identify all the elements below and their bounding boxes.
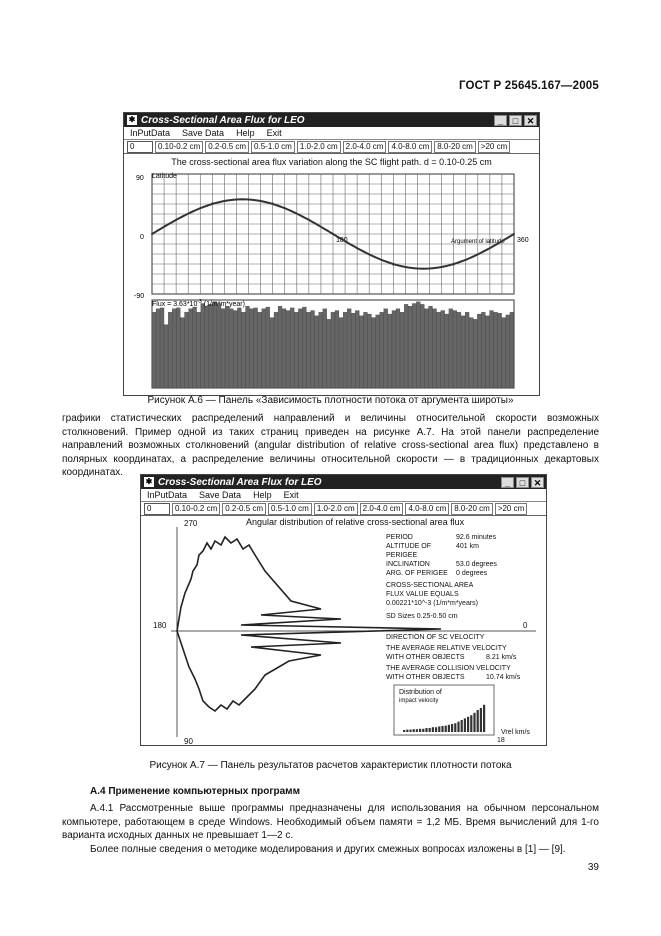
minimize-button[interactable]: _ bbox=[501, 477, 514, 488]
close-button[interactable]: ✕ bbox=[524, 115, 537, 126]
velocity-bar bbox=[441, 726, 443, 732]
size-option[interactable]: 4.0-8.0 cm bbox=[405, 503, 449, 515]
x-tick-360: 360 bbox=[517, 237, 529, 244]
velocity-bar bbox=[461, 720, 463, 732]
altitude-label: ALTITUDE OF PERIGEE bbox=[386, 543, 431, 559]
flux-bar bbox=[388, 314, 392, 388]
flux-bar bbox=[441, 311, 445, 388]
deg-180-label: 180 bbox=[153, 621, 167, 630]
menu-exit[interactable]: Exit bbox=[266, 128, 282, 138]
flux-bar bbox=[298, 309, 302, 388]
page-number: 39 bbox=[587, 862, 599, 873]
size-option[interactable]: 2.0-4.0 cm bbox=[360, 503, 404, 515]
size-option[interactable]: 0.2-0.5 cm bbox=[222, 503, 266, 515]
flux-bar bbox=[490, 311, 494, 388]
flux-bar bbox=[282, 309, 286, 388]
latitude-chart bbox=[124, 170, 537, 392]
flux-bar bbox=[404, 304, 408, 388]
velocity-bar bbox=[464, 718, 466, 732]
flux-bar bbox=[445, 314, 449, 388]
inclination-value: 53.0 degrees bbox=[456, 561, 497, 568]
flux-bar bbox=[241, 312, 245, 388]
flux-bar bbox=[237, 308, 241, 388]
flux-bar bbox=[368, 314, 372, 388]
deg-0-label: 0 bbox=[523, 621, 528, 630]
flux-label-units: (1/m*m*year) bbox=[201, 301, 245, 308]
flux-equals-value: 0.00221*10^-3 (1/m*m*years) bbox=[386, 600, 478, 607]
velocity-bar bbox=[422, 729, 424, 732]
flux-bar bbox=[437, 312, 441, 388]
velocity-bar bbox=[403, 730, 405, 732]
menu-save-data[interactable]: Save Data bbox=[182, 128, 225, 138]
flux-bar bbox=[270, 318, 274, 388]
minimize-button[interactable]: _ bbox=[494, 115, 507, 126]
flux-bar bbox=[327, 319, 331, 388]
size-option[interactable]: 0.2-0.5 cm bbox=[205, 141, 249, 153]
flux-bar bbox=[311, 311, 315, 388]
flux-bar bbox=[160, 308, 164, 388]
size-option[interactable]: >20 cm bbox=[495, 503, 527, 515]
size-option[interactable]: 8.0-20 cm bbox=[451, 503, 493, 515]
flux-label-exponent: -3 bbox=[197, 299, 202, 305]
avg-relative-value: 8.21 km/s bbox=[486, 654, 517, 661]
menu-bar bbox=[124, 127, 539, 140]
flux-bar bbox=[266, 307, 270, 388]
direction-label: DIRECTION OF SC VELOCITY bbox=[386, 634, 485, 641]
velocity-bar bbox=[438, 726, 440, 732]
flux-bar bbox=[425, 309, 429, 388]
body-paragraph-3: Более полные сведения о методике моделирования и других смежных вопросах изложены в [1] — [9]. bbox=[90, 844, 566, 855]
maximize-button[interactable]: □ bbox=[516, 477, 529, 488]
flux-bar bbox=[209, 304, 213, 388]
flux-bar bbox=[246, 306, 250, 388]
flux-bar bbox=[164, 325, 168, 388]
flux-bar bbox=[494, 312, 498, 388]
flux-label bbox=[152, 299, 245, 308]
flux-bar bbox=[307, 312, 311, 388]
size-index-field[interactable]: 0 bbox=[144, 503, 170, 515]
flux-bar bbox=[323, 309, 327, 388]
velocity-bar bbox=[416, 729, 418, 732]
velocity-bar bbox=[477, 710, 479, 732]
flux-bar bbox=[351, 313, 355, 388]
flux-bar bbox=[481, 312, 485, 388]
menu-input-data[interactable]: InPutData bbox=[147, 490, 188, 500]
deg-270-label: 270 bbox=[184, 519, 198, 528]
window-title: Cross-Sectional Area Flux for LEO bbox=[158, 476, 322, 488]
flux-bar bbox=[274, 312, 278, 388]
orbit-info bbox=[386, 533, 544, 621]
size-option[interactable]: 1.0-2.0 cm bbox=[297, 141, 341, 153]
velocity-bar bbox=[483, 705, 485, 732]
velocity-bar bbox=[454, 723, 456, 732]
y-tick-90: 90 bbox=[136, 175, 144, 182]
flux-bar bbox=[176, 308, 180, 388]
velocity-bar bbox=[473, 713, 475, 732]
size-option[interactable]: 1.0-2.0 cm bbox=[314, 503, 358, 515]
flux-bar bbox=[380, 312, 384, 388]
flux-bar bbox=[156, 309, 160, 388]
arg-perigee-value: 0 degrees bbox=[456, 570, 488, 577]
flux-bar bbox=[180, 318, 184, 388]
size-option[interactable]: 8.0-20 cm bbox=[434, 141, 476, 153]
size-option[interactable]: 0.10-0.2 cm bbox=[155, 141, 203, 153]
flux-bar bbox=[506, 315, 510, 388]
document-number: ГОСТ Р 25645.167—2005 bbox=[458, 80, 599, 92]
velocity-bar bbox=[445, 726, 447, 732]
avg-collision-line-2: WITH OTHER OBJECTS bbox=[386, 674, 465, 681]
flux-bar bbox=[335, 311, 339, 388]
size-option[interactable]: >20 cm bbox=[478, 141, 510, 153]
flux-bar bbox=[457, 312, 461, 388]
size-option[interactable]: 2.0-4.0 cm bbox=[343, 141, 387, 153]
velocity-bar bbox=[451, 724, 453, 732]
flux-bars bbox=[152, 300, 514, 388]
x-tick-180: 180 bbox=[336, 237, 348, 244]
flux-bar bbox=[152, 312, 156, 388]
flux-bar bbox=[449, 309, 453, 388]
flux-bar bbox=[205, 306, 209, 388]
flux-bar bbox=[376, 315, 380, 388]
flux-bar bbox=[213, 302, 217, 388]
size-option[interactable]: 0.5-1.0 cm bbox=[251, 141, 295, 153]
flux-bar bbox=[229, 309, 233, 388]
velocity-bar bbox=[480, 708, 482, 732]
menu-help[interactable]: Help bbox=[253, 490, 272, 500]
flux-bar bbox=[412, 304, 416, 388]
menu-exit[interactable]: Exit bbox=[283, 490, 299, 500]
y-tick-0: 0 bbox=[140, 234, 144, 241]
velocity-bar bbox=[406, 730, 408, 732]
velocity-bar bbox=[448, 725, 450, 732]
maximize-button[interactable]: □ bbox=[509, 115, 522, 126]
flux-bar bbox=[465, 312, 469, 388]
period-value: 92.6 minutes bbox=[456, 534, 497, 541]
flux-bar bbox=[168, 312, 172, 388]
size-toolbar bbox=[124, 140, 539, 154]
velocity-bar bbox=[419, 729, 421, 732]
size-option[interactable]: 4.0-8.0 cm bbox=[388, 141, 432, 153]
flux-bar bbox=[197, 312, 201, 388]
flux-bar bbox=[319, 312, 323, 388]
velocity-bar bbox=[435, 727, 437, 732]
velocity-histogram bbox=[403, 705, 485, 732]
avg-collision-line-1: THE AVERAGE COLLISION VELOCITY bbox=[386, 665, 511, 672]
flux-bar bbox=[433, 309, 437, 388]
y-tick-minus-90: -90 bbox=[134, 293, 145, 300]
flux-bar bbox=[416, 302, 420, 388]
flux-bar bbox=[486, 316, 490, 388]
latitude-label: Latitude bbox=[152, 173, 177, 180]
flux-bar bbox=[372, 318, 376, 388]
vrel-max-label: 18 bbox=[497, 737, 505, 744]
avg-relative-line-1: THE AVERAGE RELATIVE VELOCITY bbox=[386, 645, 507, 652]
velocity-bar bbox=[425, 728, 427, 732]
period-label: PERIOD bbox=[386, 534, 413, 541]
flux-bar bbox=[172, 309, 176, 388]
deg-90-label: 90 bbox=[184, 737, 193, 746]
app-logo-icon: ✱ bbox=[145, 477, 153, 486]
menu-input-data[interactable]: InPutData bbox=[130, 128, 171, 138]
inclination-label: INCLINATION bbox=[386, 561, 430, 568]
flux-bar bbox=[477, 314, 481, 388]
angular-chart-title: Angular distribution of relative cross-sectional area flux bbox=[246, 517, 465, 527]
figure-a7-caption: Рисунок А.7 — Панель результатов расчетов характеристик плотности потока bbox=[149, 760, 512, 771]
flux-label-base: Flux = 3.63*10 bbox=[152, 301, 198, 308]
flux-bar bbox=[233, 311, 237, 388]
flux-bar bbox=[453, 311, 457, 388]
flux-bar bbox=[355, 311, 359, 388]
velocity-bar bbox=[409, 730, 411, 732]
flux-bar bbox=[221, 309, 225, 388]
flux-bar bbox=[302, 307, 306, 388]
flux-bar bbox=[258, 312, 262, 388]
size-option[interactable]: 0.5-1.0 cm bbox=[268, 503, 312, 515]
flux-bar bbox=[185, 312, 189, 388]
body-paragraph-2: А.4.1 Рассмотренные выше программы предназначены для использования на обычном персональном компьютере, работающем в среде Windows. Необходимый объем памяти = 1,2 МБ. Время вычислений для 1-го варианта исходных данных не превышает 1—2 с. bbox=[62, 803, 599, 841]
close-button[interactable]: ✕ bbox=[531, 477, 544, 488]
flux-bar bbox=[400, 312, 404, 388]
window-title: Cross-Sectional Area Flux for LEO bbox=[141, 114, 305, 126]
flux-bar bbox=[201, 304, 205, 388]
flux-bar bbox=[193, 307, 197, 388]
flux-bar bbox=[250, 309, 254, 388]
flux-equals-line-2: FLUX VALUE EQUALS bbox=[386, 591, 459, 598]
window-titlebar bbox=[124, 113, 539, 127]
size-index-field[interactable]: 0 bbox=[127, 141, 153, 153]
altitude-value: 401 km bbox=[456, 543, 479, 550]
app-logo-icon: ✱ bbox=[128, 115, 136, 124]
flux-bar bbox=[461, 316, 465, 388]
flux-bar bbox=[408, 306, 412, 388]
section-title: А.4 Применение компьютерных программ bbox=[90, 786, 300, 797]
velocity-bar bbox=[467, 717, 469, 732]
avg-relative-line-2: WITH OTHER OBJECTS bbox=[386, 654, 465, 661]
flux-bar bbox=[290, 308, 294, 388]
flux-bar bbox=[278, 306, 282, 388]
flux-window-1 bbox=[123, 112, 540, 396]
menu-help[interactable]: Help bbox=[236, 128, 255, 138]
flux-bar bbox=[262, 309, 266, 388]
flux-bar bbox=[510, 312, 514, 388]
histogram-subtitle: impact velocity bbox=[399, 698, 439, 704]
flux-bar bbox=[343, 312, 347, 388]
flux-equals-line-1: CROSS-SECTIONAL AREA bbox=[386, 582, 474, 589]
flux-bar bbox=[420, 304, 424, 388]
size-option[interactable]: 0.10-0.2 cm bbox=[172, 503, 220, 515]
flux-bar bbox=[286, 311, 290, 388]
flux-bar bbox=[294, 312, 298, 388]
flux-bar bbox=[364, 312, 368, 388]
flux-bar bbox=[339, 318, 343, 388]
flux-bar bbox=[469, 318, 473, 388]
flux-bar bbox=[473, 319, 477, 388]
flux-bar bbox=[315, 316, 319, 388]
vrel-axis-label: Vrel km/s bbox=[501, 729, 530, 736]
flux-bar bbox=[359, 316, 363, 388]
velocity-bar bbox=[457, 722, 459, 732]
velocity-info bbox=[386, 633, 544, 682]
flux-bar bbox=[254, 308, 258, 388]
flux-bar bbox=[429, 306, 433, 388]
arg-perigee-label: ARG. OF PERIGEE bbox=[386, 570, 448, 577]
velocity-bar bbox=[432, 727, 434, 732]
sd-sizes-label: SD Sizes 0.25-0.50 cm bbox=[386, 613, 458, 620]
avg-collision-value: 10.74 km/s bbox=[486, 674, 521, 681]
argument-of-latitude-label: Argument of latitude bbox=[451, 239, 505, 245]
figure-a6-caption: Рисунок А.6 — Панель «Зависимость плотности потока от аргумента широты» bbox=[147, 395, 514, 406]
flux-bar bbox=[384, 309, 388, 388]
body-paragraph-1: графики статистических распределений направлений и величины относительной скорости возможных столкновений. Пример одной из таких страниц приведен на рисунке А.7. На этой панели распределение направлений возможных столкновений (angular distribution of relative cross-sectional area flux) представлено в полярных координатах, а распределение величины относительной скорости — в традиционных декартовых координатах. bbox=[62, 413, 599, 478]
flux-bar bbox=[225, 306, 229, 388]
flux-bar bbox=[331, 312, 335, 388]
flux-bar bbox=[347, 309, 351, 388]
flux-bar bbox=[217, 304, 221, 388]
menu-save-data[interactable]: Save Data bbox=[199, 490, 242, 500]
flux-bar bbox=[502, 318, 506, 388]
flux-bar bbox=[396, 309, 400, 388]
velocity-bar bbox=[429, 728, 431, 732]
velocity-bar bbox=[470, 715, 472, 732]
flux-bar bbox=[189, 309, 193, 388]
latitude-chart-title: The cross-sectional area flux variation along the SC flight path. d = 0.10-0.25 cm bbox=[171, 157, 492, 167]
histogram-title: Distribution of bbox=[399, 689, 442, 696]
flux-bar bbox=[498, 313, 502, 388]
flux-window-2 bbox=[140, 474, 547, 746]
velocity-bar bbox=[413, 729, 415, 732]
flux-bar bbox=[392, 311, 396, 388]
